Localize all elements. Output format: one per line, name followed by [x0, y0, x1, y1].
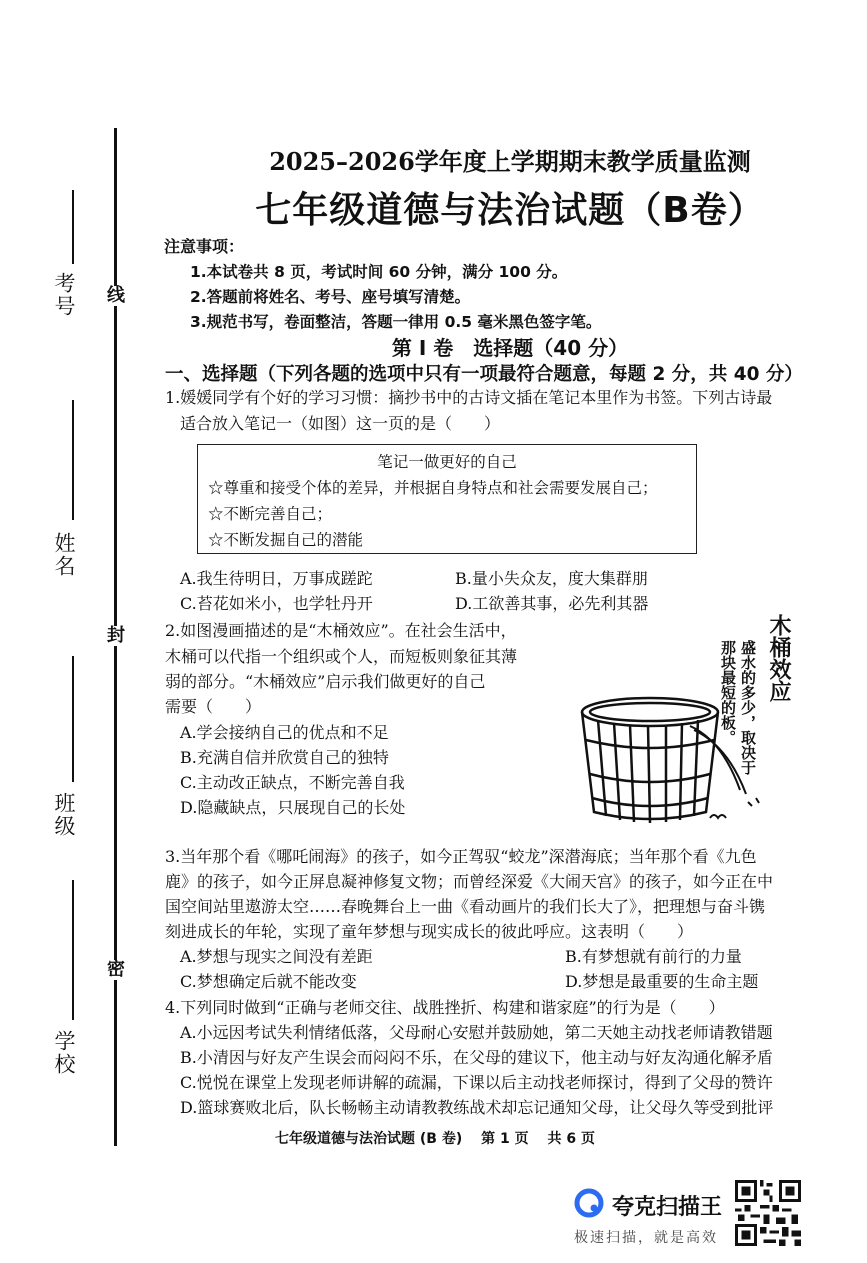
q2-line: 2.如图漫画描述的是“木桶效应”。在社会生活中， — [165, 621, 517, 640]
bind-word-line: 线 — [107, 285, 125, 306]
note-line: ☆不断完善自己； — [208, 505, 333, 523]
q3-option-d: D.梦想是最重要的生命主题 — [565, 972, 759, 991]
q4-line: 4.下列同时做到“正确与老师交往、战胜挫折、构建和谐家庭”的行为是（ ） — [165, 998, 725, 1017]
field-name-label: 姓名 — [52, 532, 76, 578]
q2-line: 木桶可以代指一个组织或个人，而短板则象征其薄 — [165, 647, 518, 666]
q1-option-c: C.苔花如米小，也学牡丹开 — [180, 594, 373, 613]
field-exam-number-label: 考号 — [52, 272, 76, 318]
q3-line: 国空间站里遨游太空……春晚舞台上一曲《看动画片的我们长大了》，把理想与奋斗镌 — [165, 897, 766, 916]
cartoon-title: 木桶效应 — [766, 614, 791, 702]
notice-item: 1.本试卷共 8 页，考试时间 60 分钟，满分 100 分。 — [190, 263, 568, 281]
q2-option-c: C.主动改正缺点，不断完善自我 — [180, 773, 405, 792]
note-box — [197, 444, 697, 554]
cartoon-caption-col1: 盛水的多少，取决于 — [739, 640, 757, 775]
q4-option-c: C.悦悦在课堂上发现老师讲解的疏漏，下课以后主动找老师探讨，得到了父母的赞许 — [180, 1073, 773, 1092]
q4-option-a: A.小远因考试失利情绪低落，父母耐心安慰并鼓励她，第二天她主动找老师请教错题 — [180, 1023, 773, 1042]
bind-word-secret: 密 — [107, 959, 125, 980]
q1-line: 1.媛媛同学有个好的学习习惯：摘抄书中的古诗文插在笔记本里作为书签。下列古诗最 — [165, 388, 773, 407]
q1-option-b: B.量小失众友，度大集群朋 — [455, 569, 648, 588]
q3-line: 鹿》的孩子，如今正屏息凝神修复文物；而曾经深爱《大闹天宫》的孩子，如今正在中 — [165, 872, 774, 891]
section-title: 一、选择题（下列各题的选项中只有一项最符合题意，每题 2 分，共 40 分） — [165, 364, 803, 385]
q1-line: 适合放入笔记一（如图）这一页的是（ ） — [180, 414, 501, 433]
q3-option-a: A.梦想与现实之间没有差距 — [180, 947, 373, 966]
field-class[interactable] — [50, 792, 78, 838]
note-line: ☆尊重和接受个体的差异，并根据自身特点和社会需要发展自己； — [208, 479, 658, 497]
q3-line: 刻进成长的年轮，实现了童年梦想与现实成长的彼此呼应。这表明（ ） — [165, 922, 694, 941]
field-name[interactable] — [50, 532, 78, 578]
bind-word-seal: 封 — [107, 625, 125, 646]
part-title: 第 Ⅰ 卷 选择题（40 分） — [391, 336, 629, 360]
qr-code-icon — [735, 1180, 801, 1246]
q4-option-b: B.小清因与好友产生误会而闷闷不乐，在父母的建议下，他主动与好友沟通化解矛盾 — [180, 1048, 773, 1067]
q3-option-c: C.梦想确定后就不能改变 — [180, 972, 357, 991]
q3-line: 3.当年那个看《哪吒闹海》的孩子，如今正驾驭“蛟龙”深潜海底；当年那个看《九色 — [165, 847, 757, 866]
school-rule — [72, 880, 74, 1020]
q3-option-b: B.有梦想就有前行的力量 — [565, 947, 742, 966]
field-school[interactable] — [50, 1030, 78, 1076]
note-line: ☆不断发掘自己的潜能 — [208, 531, 364, 549]
field-school-label: 学校 — [52, 1030, 76, 1076]
q4-option-d: D.篮球赛败北后，队长畅畅主动请教教练战术却忘记通知父母，让父母久等受到批评 — [180, 1098, 774, 1117]
notice-title: 注意事项： — [164, 237, 245, 256]
q2-line: 需要（ ） — [165, 697, 262, 716]
field-class-label: 班级 — [52, 792, 76, 838]
scanner-logo-icon — [574, 1188, 604, 1218]
note-title: 笔记一做更好的自己 — [377, 453, 517, 471]
bucket-cartoon-icon — [572, 690, 772, 830]
page-footer: 七年级道德与法治试题 (B 卷) 第 1 页 共 6 页 — [275, 1131, 595, 1147]
q1-option-a: A.我生待明日，万事成蹉跎 — [180, 569, 373, 588]
name-rule — [72, 400, 74, 520]
exam-number-rule — [72, 190, 74, 264]
q1-option-d: D.工欲善其事，必先利其器 — [455, 594, 649, 613]
notice-item: 2.答题前将姓名、考号、座号填写清楚。 — [190, 288, 471, 306]
exam-subtitle: 七年级道德与法治试题（B卷） — [255, 190, 765, 231]
q2-option-b: B.充满自信并欣赏自己的独特 — [180, 748, 389, 767]
cartoon-caption-col2: 那块最短的板。 — [719, 640, 737, 745]
q2-option-d: D.隐藏缺点，只展现自己的长处 — [180, 798, 406, 817]
exam-title: 2025–2026学年度上学期期末教学质量监测 — [269, 147, 751, 176]
scanner-slogan: 极速扫描，就是高效 — [574, 1230, 718, 1246]
scanner-app-name: 夸克扫描王 — [612, 1195, 723, 1220]
class-rule — [72, 656, 74, 782]
q2-option-a: A.学会接纳自己的优点和不足 — [180, 723, 389, 742]
notice-item: 3.规范书写，卷面整洁，答题一律用 0.5 毫米黑色签字笔。 — [190, 313, 602, 331]
field-exam-number[interactable] — [50, 272, 78, 318]
q2-line: 弱的部分。“木桶效应”启示我们做更好的自己 — [165, 672, 486, 691]
